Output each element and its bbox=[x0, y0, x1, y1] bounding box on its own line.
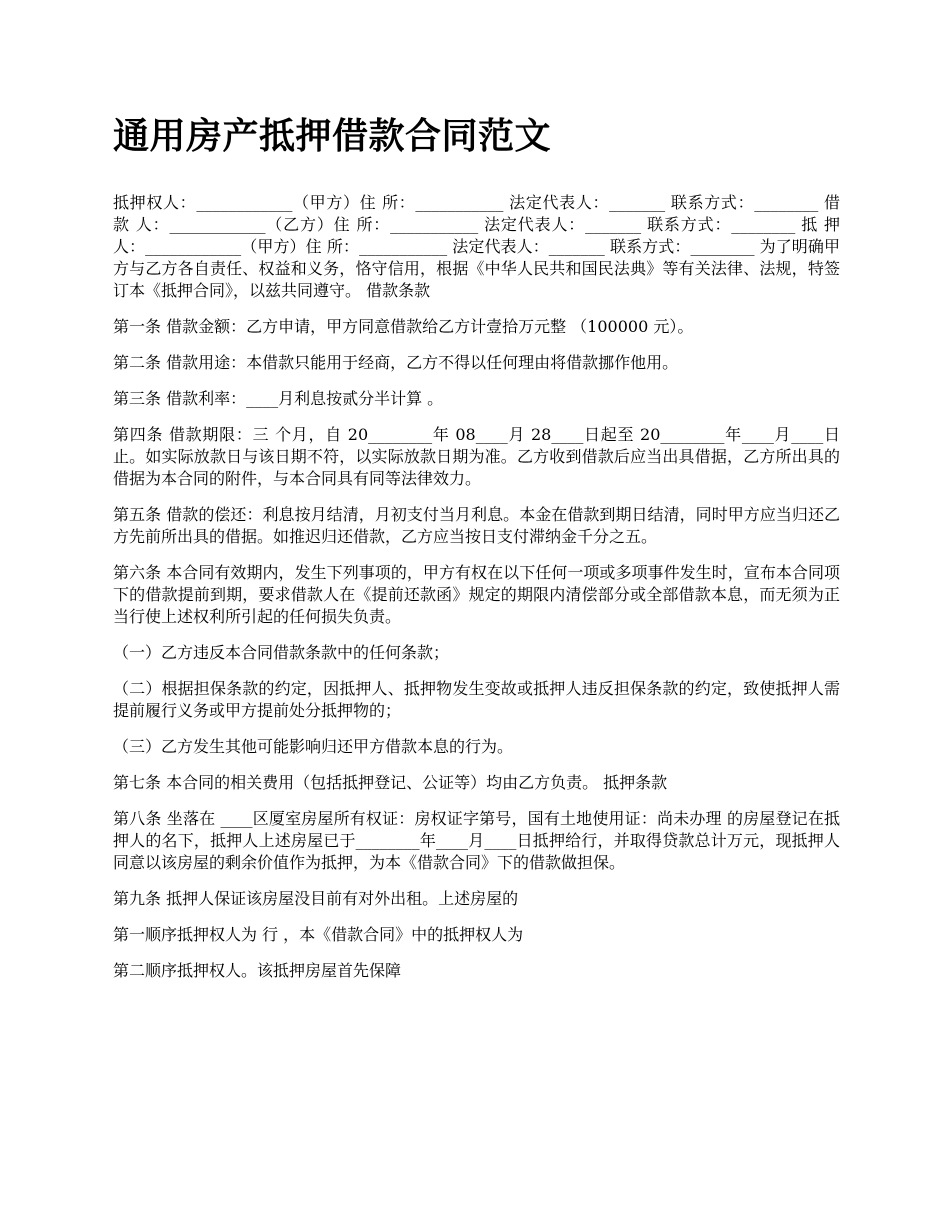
article-1-paragraph: 第一条 借款金额：乙方申请，甲方同意借款给乙方计壹拾万元整 （100000 元）。 bbox=[113, 317, 694, 336]
article-5-paragraph: 第五条 借款的偿还：利息按月结清，月初支付当月利息。本金在借款到期日结清，同时甲方应当归还乙方先前所出具的借据。如推迟归还借款，乙方应当按日支付滞纳金千分之五。 bbox=[113, 505, 840, 546]
article-6-item-3: （三）乙方发生其他可能影响归还甲方借款本息的行为。 bbox=[113, 737, 514, 756]
parties-intro-paragraph: 抵押权人：____________（甲方）住 所：___________ 法定代表人：_______ 联系方式：________ 借 款 人：____________（乙方）住 所：___________ 法定代表人：_______ 联系方式：________ 抵 押 人：____________（甲方）住 所：___________ 法定代表人：_______ 联系方式：________ 为了明确甲方与乙方各自责任、权益和义务，恪守信用，根据《中华人民共和国民法典》等有关法律、法规，特签订本《抵押合同》，以兹共同遵守。 借款条款 bbox=[113, 193, 840, 300]
second-mortgagee-paragraph: 第二顺序抵押权人。该抵押房屋首先保障 bbox=[113, 961, 402, 980]
first-mortgagee-paragraph: 第一顺序抵押权人为 行 ，本《借款合同》中的抵押权人为 bbox=[113, 925, 524, 944]
article-6-item-2: （二）根据担保条款的约定，因抵押人、抵押物发生变故或抵押人违反担保条款的约定，致使抵押人需提前履行义务或甲方提前处分抵押物的； bbox=[113, 679, 840, 720]
article-6-item-1: （一）乙方违反本合同借款条款中的任何条款； bbox=[113, 643, 450, 662]
article-6-paragraph: 第六条 本合同有效期内，发生下列事项的，甲方有权在以下任何一项或多项事件发生时，宣布本合同项下的借款提前到期，要求借款人在《提前还款函》规定的期限内清偿部分或全部借款本息，而无须为正当行使上述权利所引起的任何损失负责。 bbox=[113, 563, 840, 626]
article-3-paragraph: 第三条 借款利率：____月利息按贰分半计算 。 bbox=[113, 389, 444, 408]
contract-page bbox=[113, 108, 840, 996]
article-2-paragraph: 第二条 借款用途：本借款只能用于经商，乙方不得以任何理由将借款挪作他用。 bbox=[113, 353, 679, 372]
document-title: 通用房产抵押借款合同范文 bbox=[113, 115, 552, 157]
article-9-paragraph: 第九条 抵押人保证该房屋没目前有对外出租。上述房屋的 bbox=[113, 889, 519, 908]
article-7-paragraph: 第七条 本合同的相关费用（包括抵押登记、公证等）均由乙方负责。 抵押条款 bbox=[113, 773, 668, 792]
article-4-paragraph: 第四条 借款期限：三 个月，自 20________年 08____月 28____日起至 20________年____月____日止。如实际放款日与该日期不符，以实际放款日期为准。乙方收到借款后应当出具借据，乙方所出具的借据为本合同的附件，与本合同具有同等法律效力。 bbox=[113, 425, 840, 488]
article-8-paragraph: 第八条 坐落在 ____区厦室房屋所有权证：房权证字第号，国有土地使用证：尚未办理 的房屋登记在抵押人的名下，抵押人上述房屋已于________年____月____日抵押给行，并取得贷款总计万元，现抵押人同意以该房屋的剩余价值作为抵押，为本《借款合同》下的借款做担保。 bbox=[113, 809, 840, 872]
